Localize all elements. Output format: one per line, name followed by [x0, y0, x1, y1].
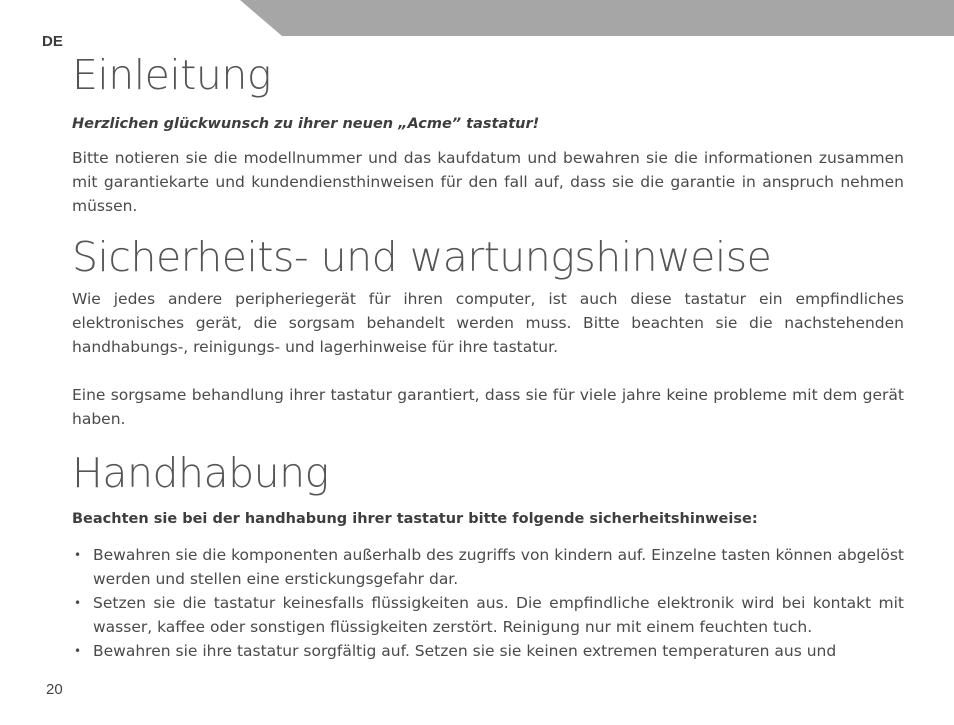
list-item: • Bewahren sie ihre tastatur sorgfältig auf. Setzen sie sie keinen extremen temperaturen aus und [72, 639, 904, 663]
heading-introduction: Einleitung [72, 51, 271, 99]
language-label: DE [42, 33, 63, 50]
list-item: • Setzen sie die tastatur keinesfalls flüssigkeiten aus. Die empfindliche elektronik wird bei kontakt mit wasser, kaffee oder sonstigen flüssigkeiten zerstört. Reinigung nur mit einem feuchten tuch. [72, 591, 904, 639]
list-item: • Bewahren sie die komponenten außerhalb des zugriffs von kindern auf. Einzelne tasten können abgelöst werden und stellen eine erstickungsgefahr dar. [72, 543, 904, 591]
handling-list [72, 543, 904, 663]
page-number: 20 [46, 681, 63, 698]
handling-lead: Beachten sie bei der handhabung ihrer tastatur bitte folgende sicherheitshinweise: [72, 511, 758, 528]
heading-handling: Handhabung [72, 449, 329, 498]
header-band-shape [240, 0, 954, 36]
header-band [0, 0, 954, 36]
safety-paragraph-1: Wie jedes andere peripheriegerät für ihren computer, ist auch diese tastatur ein empfindliches elektronisches gerät, die sorgsam behandelt werden muss. Bitte beachten sie die nachstehenden handhabungs-, reinigungs- und lagerhinweise für ihre tastatur. [72, 290, 904, 357]
heading-safety: Sicherheits- und wartungshinweise [72, 233, 772, 282]
intro-paragraph: Bitte notieren sie die modellnummer und das kaufdatum und bewahren sie die informationen zusammen mit garantiekarte und kundendiensthinweisen für den fall auf, dass sie die garantie in anspruch nehmen müssen. [72, 149, 904, 216]
page-content [72, 52, 904, 663]
intro-lead: Herzlichen glückwunsch zu ihrer neuen „Acme” tastatur! [72, 116, 540, 133]
safety-paragraph-2: Eine sorgsame behandlung ihrer tastatur garantiert, dass sie für viele jahre keine probleme mit dem gerät haben. [72, 386, 904, 429]
